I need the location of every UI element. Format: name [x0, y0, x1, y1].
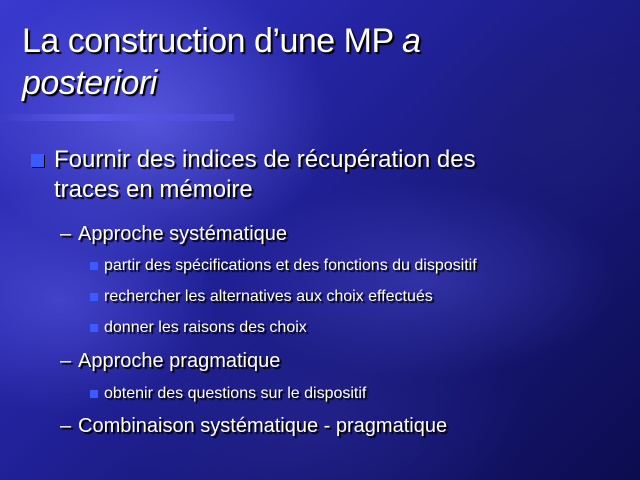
sub-sub-bullet-label: obtenir des questions sur le dispositif	[104, 385, 367, 402]
bullet-level1-text: Fournir des indices de récupération des traces en mémoire	[54, 146, 476, 203]
square-bullet-icon	[31, 154, 44, 167]
title-underline	[0, 114, 234, 121]
bullet-level1	[28, 145, 618, 205]
sub-bullet-pragmatique	[60, 349, 280, 373]
sub-bullet-combinaison	[60, 414, 447, 438]
square-bullet-icon	[90, 324, 98, 332]
square-bullet-icon	[90, 293, 98, 301]
slide-title	[22, 20, 622, 104]
dash-bullet-icon: –	[60, 223, 72, 245]
square-bullet-icon	[90, 262, 98, 270]
dash-bullet-icon: –	[60, 350, 72, 372]
square-bullet-icon	[90, 390, 98, 398]
sub-sub-bullet	[90, 384, 366, 404]
sub-bullet-label: Combinaison systématique - pragmatique	[78, 415, 448, 437]
title-italic-posteriori: posteriori	[22, 64, 157, 102]
sub-sub-bullet	[90, 256, 477, 276]
sub-bullet-label: Approche systématique	[78, 223, 288, 245]
sub-sub-bullet-label: rechercher les alternatives aux choix effectués	[104, 288, 433, 305]
title-italic-a: a	[402, 22, 421, 60]
sub-sub-bullet-label: donner les raisons des choix	[104, 319, 307, 336]
dash-bullet-icon: –	[60, 415, 72, 437]
sub-sub-bullet	[90, 287, 433, 307]
title-text: La construction d’une MP	[22, 22, 402, 60]
sub-sub-bullet	[90, 318, 307, 338]
sub-bullet-systematique	[60, 222, 287, 246]
sub-bullet-label: Approche pragmatique	[78, 350, 281, 372]
sub-sub-bullet-label: partir des spécifications et des fonctions du dispositif	[104, 257, 477, 274]
